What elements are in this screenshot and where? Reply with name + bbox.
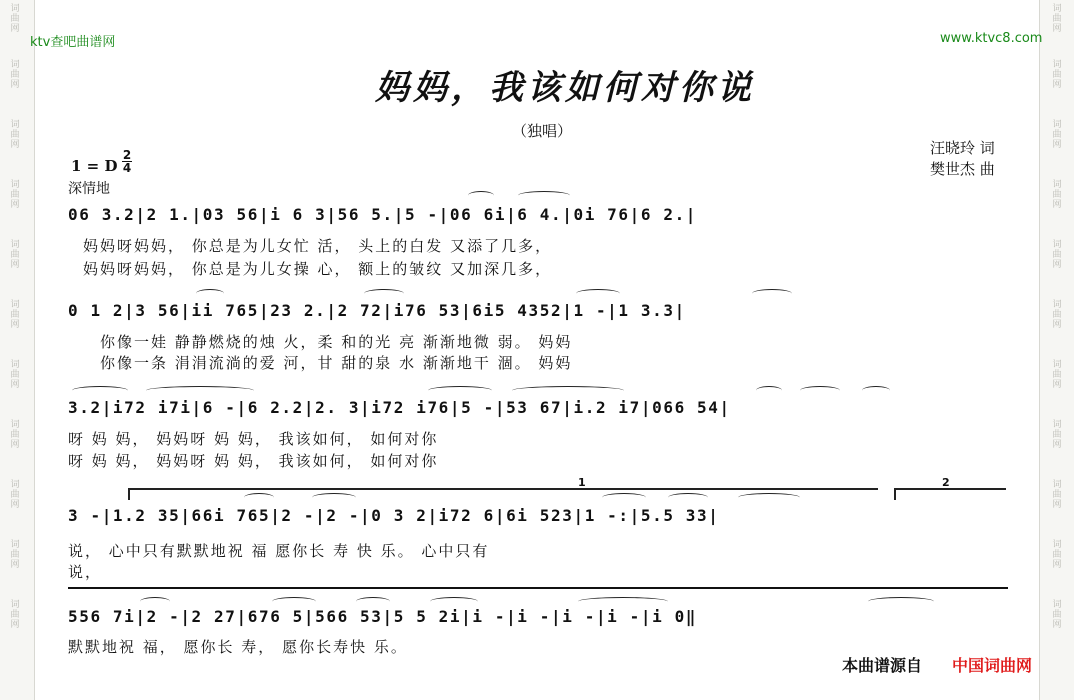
slur [146, 386, 254, 395]
lyric-line-1-verse-2: 妈妈呀妈妈， 你总是为儿女操 心， 额上的皱纹 又加深几多， [83, 260, 553, 278]
slur [244, 493, 274, 502]
slur [756, 386, 782, 395]
notation-line-2: 0 1 2|3 56|ii 765|23 2.|2 72|i76 53|6i5 4352|1 -|1 3.3| [68, 301, 686, 320]
lyricist-credit: 汪晓玲 词 [930, 139, 995, 157]
watermark-text: 词曲网 [10, 180, 20, 210]
right-watermark-strip [1039, 0, 1074, 700]
volta-bracket-1-left [128, 488, 130, 500]
notation-line-5: 556 7i|2 -|2 27|676 5|566 53|5 5 2i|i -|i -|i -|i -|i 0‖ [68, 607, 698, 626]
slur [512, 386, 624, 395]
notation-line-4: 3 -|1.2 35|66i 765|2 -|2 -|0 3 2|i72 6|6i 523|1 -:|5.5 33| [68, 506, 720, 525]
slur [602, 493, 646, 502]
volta-1-label: 1 [578, 476, 586, 489]
watermark-text: 词曲网 [10, 480, 20, 510]
slur [272, 597, 316, 606]
watermark-text: 词曲网 [1052, 60, 1062, 90]
watermark-text: 词曲网 [1052, 120, 1062, 150]
lyric-line-4-verse-2: 说， [68, 563, 103, 581]
slur [428, 386, 492, 395]
notation-line-1: 06 3.2|2 1.|03 56|i 6 3|56 5.|5 -|06 6i|6 4.|0i 76|6 2.| [68, 205, 698, 224]
lyric-line-2-verse-2: 你像一条 涓涓流淌的爱 河，甘 甜的泉 水 渐渐地干 涸。 妈妈 [100, 354, 573, 372]
slur [578, 597, 668, 606]
watermark-text: 词曲网 [10, 4, 20, 34]
watermark-text: 词曲网 [1052, 420, 1062, 450]
volta-bracket-1 [128, 488, 878, 490]
site-link-right[interactable]: www.ktvc8.com [940, 31, 1043, 46]
slur [312, 493, 356, 502]
slur [72, 386, 128, 395]
slur [356, 597, 390, 606]
watermark-text: 词曲网 [1052, 480, 1062, 510]
left-watermark-strip [0, 0, 35, 700]
slur [752, 289, 792, 298]
slur [800, 386, 840, 395]
lyric-line-1-verse-1: 妈妈呀妈妈， 你总是为儿女忙 活， 头上的白发 又添了几多， [83, 237, 553, 255]
song-title: 妈妈，我该如何对你说 [375, 68, 755, 108]
watermark-text: 词曲网 [10, 300, 20, 330]
watermark-text: 词曲网 [10, 120, 20, 150]
slur [364, 289, 404, 298]
section-rule [68, 587, 1008, 589]
watermark-text: 词曲网 [10, 240, 20, 270]
notation-line-3: 3.2|i72 i7i|6 -|6 2.2|2. 3|i72 i76|5 -|53 67|i.2 i7|066 54| [68, 398, 731, 417]
site-link-left[interactable]: ktv查吧曲谱网 [30, 35, 116, 50]
slur [668, 493, 708, 502]
slur [430, 597, 478, 606]
key-signature: 1 = D [71, 157, 118, 175]
lyric-line-3-verse-1: 呀 妈 妈， 妈妈呀 妈 妈， 我该如何， 如何对你 [68, 430, 439, 448]
volta-2-label: 2 [942, 476, 950, 489]
tie [518, 191, 570, 200]
source-site-link[interactable]: 中国词曲网 [952, 656, 1033, 675]
watermark-text: 词曲网 [10, 420, 20, 450]
composer-credit: 樊世杰 曲 [930, 160, 995, 178]
lyric-line-5: 默默地祝 福， 愿你长 寿， 愿你长寿快 乐。 [68, 638, 408, 656]
watermark-text: 词曲网 [10, 540, 20, 570]
slur [862, 386, 890, 395]
watermark-text: 词曲网 [1052, 360, 1062, 390]
watermark-text: 词曲网 [1052, 540, 1062, 570]
slur [140, 597, 170, 606]
time-signature [122, 149, 132, 174]
slur [196, 289, 224, 298]
watermark-text: 词曲网 [1052, 240, 1062, 270]
lyric-line-4-verse-1: 说， 心中只有默默地祝 福 愿你长 寿 快 乐。 心中只有 [68, 542, 490, 560]
volta-bracket-2 [894, 488, 1006, 490]
tempo-marking: 深情地 [68, 181, 110, 197]
source-label: 本曲谱源自 [842, 656, 923, 675]
lyric-line-2-verse-1: 你像一娃 静静燃烧的烛 火，柔 和的光 亮 渐渐地微 弱。 妈妈 [100, 333, 573, 351]
watermark-text: 词曲网 [1052, 180, 1062, 210]
time-bottom: 4 [122, 161, 132, 175]
watermark-text: 词曲网 [10, 60, 20, 90]
watermark-text: 词曲网 [1052, 300, 1062, 330]
watermark-text: 词曲网 [1052, 600, 1062, 630]
watermark-text: 词曲网 [10, 600, 20, 630]
volta-bracket-2-left [894, 488, 896, 500]
watermark-text: 词曲网 [1052, 4, 1062, 34]
slur [576, 289, 620, 298]
time-top: 2 [122, 148, 132, 162]
tie [868, 597, 934, 606]
song-subtitle: （独唱） [512, 122, 573, 140]
slur [738, 493, 800, 502]
lyric-line-3-verse-2: 呀 妈 妈， 妈妈呀 妈 妈， 我该如何， 如何对你 [68, 452, 439, 470]
slur [468, 191, 494, 200]
watermark-text: 词曲网 [10, 360, 20, 390]
